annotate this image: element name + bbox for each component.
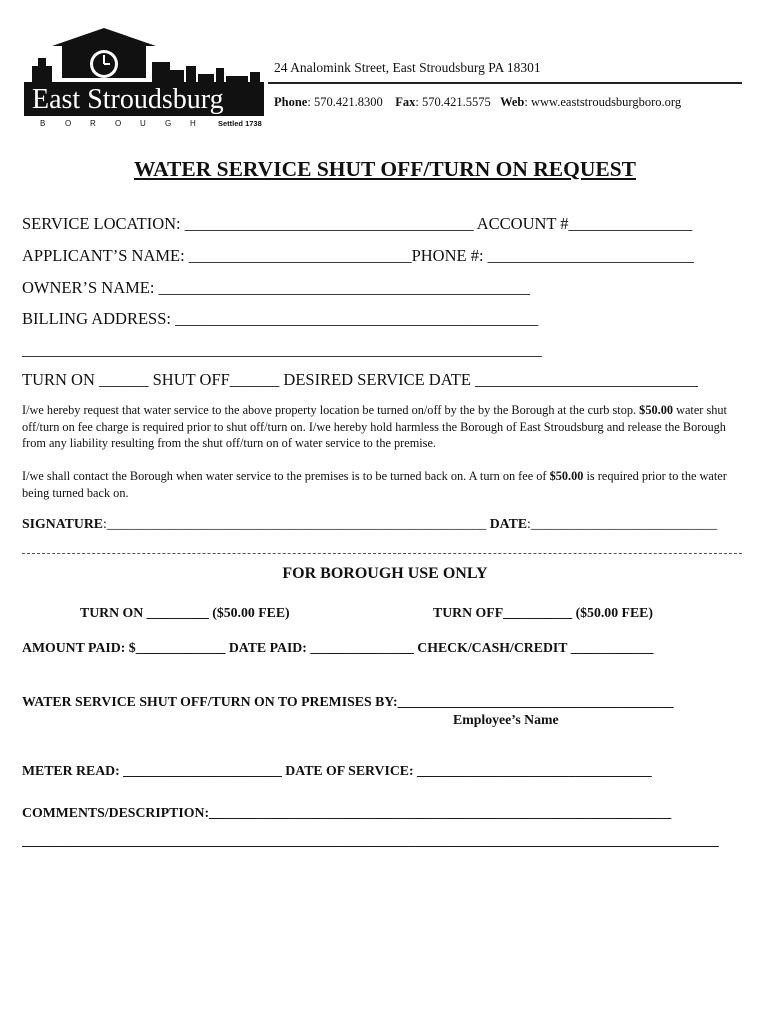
comments-line2[interactable]: _____________________________________________________________________________________________________ <box>22 833 719 848</box>
request-paragraph <box>22 402 742 452</box>
borough-use-title: FOR BOROUGH USE ONLY <box>282 565 488 582</box>
signature-row[interactable] <box>22 516 717 532</box>
premises-by-row[interactable]: WATER SERVICE SHUT OFF/TURN ON TO PREMISES BY:________________________________________ <box>22 694 674 709</box>
para2-text-b: is required prior to the water being turned back on. <box>22 469 727 500</box>
signature-label: SIGNATURE <box>22 516 104 531</box>
phone-value: : 570.421.8300 <box>307 95 383 109</box>
comments-row[interactable]: COMMENTS/DESCRIPTION:___________________________________________________________________ <box>22 805 672 820</box>
web-value: : www.eaststroudsburgboro.org <box>524 95 682 109</box>
billing-address-line2[interactable]: _______________________________________________________________ <box>22 340 542 359</box>
signature-line[interactable]: :_______________________________________________________ <box>103 516 487 531</box>
logo-letter: O <box>115 119 122 128</box>
fax-label: Fax <box>395 95 416 109</box>
para2-text-a: I/we shall contact the Borough when water service to the premises is to be turned back on. A turn on fee of <box>22 469 550 483</box>
header-rule <box>268 82 742 84</box>
logo-letter: B <box>40 119 46 128</box>
logo-letter: G <box>165 119 172 128</box>
logo-name: East Stroudsburg <box>32 84 224 115</box>
logo-letter: H <box>190 119 196 128</box>
para1-text-a: I/we hereby request that water service to the above property location be turned on/off by the by the Borough at the curb stop. <box>22 403 637 417</box>
employee-name-label: Employee’s Name <box>453 712 559 727</box>
logo-letter: U <box>140 119 146 128</box>
turn-on-fee-field[interactable]: TURN ON _________ ($50.00 FEE) <box>80 605 290 620</box>
turn-off-fee-field[interactable]: TURN OFF__________ ($50.00 FEE) <box>433 605 653 620</box>
para1-fee: $50.00 <box>639 403 673 417</box>
para1-text-b: water shut off/turn on fee charge is required prior to shut off/turn on. I/we hereby hold harmless the Borough of East Stroudsburg and release the Borough from any liability resulting from the shut off/turn on of water service to the premise. <box>22 403 727 450</box>
contact-line <box>274 95 681 110</box>
logo-settled: Settled 1738 <box>218 119 262 128</box>
service-location-field[interactable]: SERVICE LOCATION: ___________________________________ ACCOUNT #_______________ <box>22 214 693 233</box>
turn-on-shut-off-row[interactable]: TURN ON ______ SHUT OFF______ DESIRED SERVICE DATE ___________________________ <box>22 370 698 389</box>
web-label: Web <box>500 95 525 109</box>
para2-fee: $50.00 <box>549 469 584 483</box>
meter-read-row[interactable]: METER READ: _______________________ DATE OF SERVICE: __________________________________ <box>22 763 652 778</box>
page-title: WATER SERVICE SHUT OFF/TURN ON REQUEST <box>133 157 636 181</box>
applicant-name-field[interactable]: APPLICANT’S NAME: ___________________________PHONE #: _________________________ <box>22 246 694 265</box>
logo-letter: O <box>65 119 72 128</box>
address: 24 Analomink Street, East Stroudsburg PA 18301 <box>274 60 541 75</box>
turn-back-on-paragraph <box>22 468 742 501</box>
fax-value: : 570.421.5575 <box>415 95 491 109</box>
date-line[interactable]: :___________________________ <box>527 516 718 531</box>
amount-paid-row[interactable]: AMOUNT PAID: $_____________ DATE PAID: _______________ CHECK/CASH/CREDIT ____________ <box>22 640 654 655</box>
owner-name-field[interactable]: OWNER’S NAME: _____________________________________________ <box>22 278 530 297</box>
cut-line-divider <box>22 553 742 554</box>
logo-letter: R <box>90 119 96 128</box>
billing-address-field[interactable]: BILLING ADDRESS: ____________________________________________ <box>22 309 539 328</box>
date-label: DATE <box>489 516 528 531</box>
east-stroudsburg-logo <box>22 26 270 130</box>
phone-label: Phone <box>274 95 308 109</box>
